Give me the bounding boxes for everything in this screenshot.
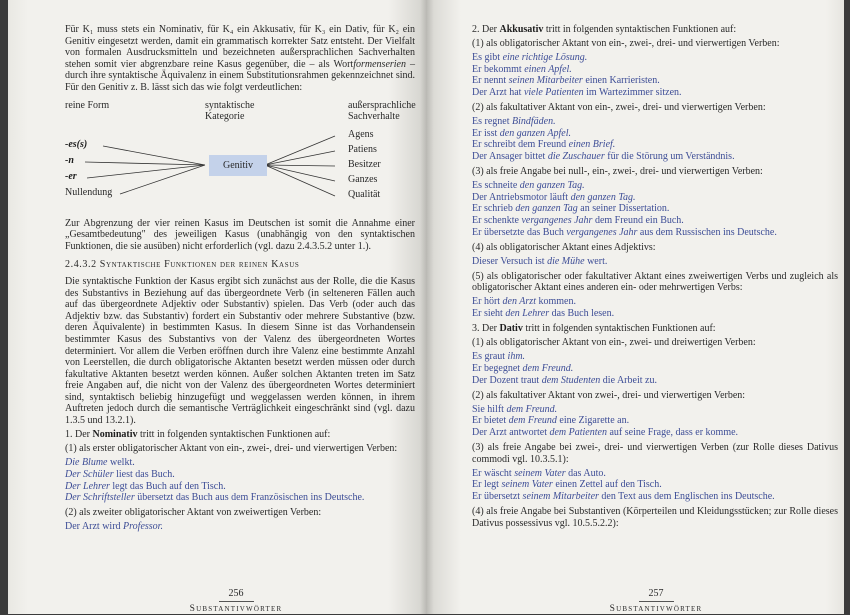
text-run: (1) als obligatorischer Aktant von ein-, zwei-, drei- und vierwertigen Verben: [472,38,780,50]
text-run: Er sieht [472,308,506,320]
example-sentence [472,415,838,427]
example-sentence [472,404,838,416]
text-run: Für K₁ muss stets ein Nominativ, für K₄ ein Akkusativ, für K₃ ein Dativ, für K₂ ein Genitiv eingesetzt werden, damit ein grammatisch korrekter Satz entsteht. Der Vielfalt von formalen Ausdrucksmitteln und bezeichneten außersprachlichen Sachverhalten stehen somit vier abgrenzbare reine Kasus gegenüber, die – als Wort [65,24,415,70]
connector-line [265,165,335,166]
text-run: Der Arzt antwortet [472,426,550,438]
example-group [472,52,838,98]
example-sentence [472,296,838,308]
text-run: seinen Mitarbeiter [508,75,583,87]
paragraph [472,102,838,114]
right-page-footer [576,588,736,615]
right-page-text [472,24,838,532]
text-run: auf seine Frage, dass er komme. [606,426,739,438]
col-header-syntaktische-kategorie: syntaktische Kategorie [205,99,255,123]
text-run: (3) als freie Angabe bei null-, ein-, zwei-, drei- und vierwertigen Verben: [472,166,763,178]
meaning-label: Besitzer [348,158,381,170]
page-number: 256 [219,588,254,602]
right-page [426,0,844,614]
example-sentence [472,491,838,503]
col-header-sachverhalte: außersprachliche Sachverhalte [348,99,416,123]
text-run: (4) als freie Angabe bei Substantiven (Körperteilen und Kleidungsstücken; zur Rolle dieses Dativus possessivus vgl. 10.5.5.2.2): [472,505,838,529]
text-run: Er nennt [472,75,509,87]
example-group [472,256,838,268]
text-run: Die Blume [65,457,108,469]
text-run: Sie hilft [472,403,507,415]
example-group [472,180,838,238]
text-run: seinem Mitarbeiter [522,490,599,502]
text-run: (1) als erster obligatorischer Aktant von ein-, zwei-, drei- und vierwertigen Verben: [65,443,398,455]
left-page-text [65,24,415,536]
paragraph [472,271,838,294]
text-run: (2) als fakultativer Aktant von ein-, zwei-, drei- und vierwertigen Verben: [472,102,766,114]
text-run: Professor. [123,521,163,533]
text-run: das Auto. [565,467,606,479]
text-run: einen Apfel. [524,63,572,75]
example-sentence [65,521,415,533]
meaning-label: Ganzes [348,173,378,185]
text-run: eine richtige Lösung. [502,52,588,64]
col-header-reine-form: reine Form [65,99,110,111]
meaning-label: Patiens [348,143,377,155]
text-run: die Zuschauer [547,150,605,162]
text-run: Der Arzt hat [472,86,524,98]
text-run: formenserien [353,58,406,70]
connector-line [265,165,335,181]
text-run: ihm. [507,351,526,363]
text-run: Er wäscht [472,467,515,479]
text-run: Er schenkte [472,214,522,226]
example-sentence [65,457,415,469]
text-run: Dativ [499,323,523,335]
text-run: viele Patienten [523,86,584,98]
text-run: (4) als obligatorischer Aktant eines Adjektivs: [472,241,656,253]
example-sentence [472,87,838,99]
example-sentence [472,375,838,387]
text-run: im Wartezimmer sitzen. [583,86,682,98]
category-box-genitiv: Genitiv [209,155,267,176]
text-run: tritt in folgenden syntaktischen Funktionen auf: [522,323,716,335]
text-run: vergangenes Jahr [521,214,593,226]
paragraph [65,218,415,253]
text-run: übersetzt das Buch aus dem Französischen ins Deutsche. [134,492,365,504]
paragraph [65,443,415,455]
meaning-label: Agens [348,128,374,140]
text-run: (2) als fakultativer Aktant von zwei-, drei- und vierwertigen Verben: [472,389,746,401]
example-sentence [472,75,838,87]
example-sentence [472,351,838,363]
example-sentence [472,468,838,480]
text-run: Zur Abgrenzung der vier reinen Kasus im Deutschen ist somit die Annahme einer „Gesamtbedeutung" des jeweiligen Kasus (unabhängig von den syntaktischen Funktionen, die sie ausüben) nicht erforderlich (vgl. dazu 2.4.3.5.2 unter 1.). [65,217,415,252]
text-run: Der Ansager bittet [472,150,548,162]
text-run: aus dem Russischen ins Deutsche. [637,226,777,238]
text-run: dem Freund. [522,362,574,374]
example-sentence [472,227,838,239]
text-run: Er schrieb [472,203,516,215]
example-sentence [472,64,838,76]
text-run: 2. Der [472,24,500,35]
example-sentence [472,192,838,204]
text-run: legt das Buch auf den Tisch. [109,480,226,492]
paragraph [472,506,838,529]
example-sentence [472,116,838,128]
text-run: Der Schüler [65,468,114,480]
connector-line [103,146,205,165]
connector-line [265,165,335,196]
example-group [472,468,838,503]
text-run: einen Zettel auf den Tisch. [552,479,662,491]
connector-line [265,151,335,165]
text-run: Der Arzt wird [65,521,124,533]
form-label: -er [65,170,77,182]
example-group [472,404,838,439]
example-sentence [65,492,415,504]
example-sentence [472,52,838,64]
paragraph [472,442,838,465]
paragraph [472,390,838,402]
text-run: Er bekommt [472,63,525,75]
text-run: Dieser Versuch ist [472,255,548,267]
text-run: Bindfäden. [512,116,556,128]
text-run: Akkusativ [499,24,544,35]
left-page-footer [156,588,316,615]
text-run: Es gibt [472,52,503,64]
example-sentence [472,128,838,140]
paragraph [65,276,415,427]
text-run: Es graut [472,351,508,363]
paragraph [472,166,838,178]
example-sentence [472,139,838,151]
text-run: seinem Vater [514,467,566,479]
text-run: Er isst [472,127,500,139]
connector-line [87,165,205,178]
text-run: den Arzt [502,296,536,308]
text-run: kommen. [535,296,576,308]
text-run: Er legt [472,479,502,491]
text-run: (3) als freie Angabe bei zwei-, drei- und vierwertigen Verben (zur Rolle dieses Dativus commodi vgl. 10.3.5.1): [472,442,838,465]
text-run: den ganzen Tag [515,203,578,215]
text-run: Er schreibt dem Freund [472,139,569,151]
paragraph [472,24,838,36]
text-run: Der Schriftsteller [65,492,135,504]
text-run: Es schneite [472,180,520,192]
page-number: 257 [639,588,674,602]
meaning-label: Qualität [348,188,381,200]
text-run: (5) als obligatorischer oder fakultativer Aktant eines zweiwertigen Verbs und zugleich als obligatorischer Aktant eines anderen ein- oder mehrwertigen Verbs: [472,270,838,294]
connector-line [85,162,205,165]
text-run: dem Freund [508,415,557,427]
text-run: wert. [584,255,608,267]
text-run: Er bietet [472,415,509,427]
genitiv-diagram [65,98,415,210]
example-sentence [65,469,415,481]
text-run: Der Lehrer [65,480,110,492]
paragraph [472,337,838,349]
form-label: -es(s) [65,138,88,150]
paragraph [472,323,838,335]
text-run: Er übersetzte das Buch [472,226,567,238]
text-run: Er begegnet [472,362,523,374]
example-group [472,116,838,162]
form-label: Nullendung [65,186,113,198]
text-run: dem Studenten [541,374,601,386]
running-footer: Substantivwörter [189,604,283,614]
text-run: Er hört [472,296,503,308]
example-group [472,351,838,386]
text-run: dem Freund. [506,403,558,415]
text-run: Es regnet [472,116,512,128]
text-run: den ganzen Tag. [570,191,636,203]
text-run: den Lehrer [505,308,550,320]
example-sentence [472,308,838,320]
text-run: einen Brief. [568,139,616,151]
text-run: die Mühe [547,255,585,267]
text-run: 3. Der [472,323,500,335]
text-run: 2.4.3.2 Syntaktische Funktionen der reinen Kasus [65,259,300,271]
example-sentence [472,203,838,215]
text-run: eine Zigarette an. [556,415,630,427]
example-sentence [472,479,838,491]
text-run: den ganzen Tag. [519,180,585,192]
text-run: (1) als obligatorischer Aktant von ein-, zwei- und dreiwertigen Verben: [472,337,756,349]
paragraph [65,429,415,441]
connector-line [265,136,335,165]
text-run: Nominativ [92,429,138,441]
text-run: tritt in folgenden syntaktischen Funktionen auf: [543,24,737,35]
example-sentence [472,256,838,268]
text-run: (2) als zweiter obligatorischer Aktant von zweiwertigen Verben: [65,507,322,519]
example-sentence [472,363,838,375]
example-sentence [472,215,838,227]
text-run: 1. Der [65,429,93,441]
example-sentence [472,151,838,163]
section-heading [65,259,415,271]
example-group [65,457,415,503]
example-sentence [65,481,415,493]
text-run: Der Dozent traut [472,374,542,386]
text-run: den ganzen Apfel. [499,127,571,139]
text-run: dem Patienten [549,426,607,438]
text-run: für die Störung um Verständnis. [604,150,735,162]
text-run: das Buch lesen. [549,308,615,320]
text-run: die Arbeit zu. [600,374,657,386]
example-sentence [472,427,838,439]
paragraph [472,242,838,254]
text-run: welkt. [107,457,135,469]
text-run: den Text aus dem Englischen ins Deutsche. [598,490,775,502]
paragraph [65,24,415,94]
text-run: Er übersetzt [472,490,523,502]
example-group [65,521,415,533]
text-run: Die syntaktische Funktion der Kasus ergibt sich zunächst aus der Rolle, die die Kasus des Substantivs in Beziehung auf das übergeordnete Verb (in selteneren Fällen auch auf das übergeordnete Adjektiv oder Substantiv) spielen. Das Verb (oder auch das Adjektiv bzw. das Substantiv) fordert ein Substantiv oder mehrere Substantive (bzw. deren Äquivalente) in bestimmten Kasus. In diesem Sinne ist das Vorhandensein bestimmter Kasus des Substantivs von der Valenz des übergeordneten Wortes determiniert. Vor allem die Verben eröffnen durch ihre Valenz eine bestimmte Anzahl von Leerstellen, die durch obligatorische Aktanten besetzt werden müssen oder durch fakultative Aktanten besetzt werden können. Außer solchen Aktanten treten im Satz freie Angaben auf, die nicht von der Valenz des übergeordneten Wortes determiniert sind, syntaktisch beliebig hinzugefügt und weggelassen werden können, in ihrem Auftreten jedoch durch die semantische Verträglichkeit eingeschränkt sind (vgl. dazu 1.3.5 und 13.2.1). [65,275,415,427]
text-run: liest das Buch. [113,468,175,480]
example-group [472,296,838,319]
text-run: einen Karrieristen. [582,75,660,87]
text-run: an seiner Dissertation. [577,203,670,215]
text-run: seinem Vater [501,479,553,491]
paragraph [472,38,838,50]
text-run: dem Freund ein Buch. [592,214,684,226]
text-run: – durch ihre syntaktische Äquivalenz in einem Substitutionsrahmen gekennzeichnet sind. Für den Genitiv z. B. lässt sich das wie folgt verdeutlichen: [65,58,415,93]
paragraph [65,507,415,519]
text-run: tritt in folgenden syntaktischen Funktionen auf: [137,429,331,441]
left-page [8,0,426,614]
text-run: vergangenes Jahr [566,226,638,238]
text-run: Der Antriebsmotor läuft [472,191,571,203]
running-footer: Substantivwörter [609,604,703,614]
example-sentence [472,180,838,192]
form-label: -n [65,154,74,166]
